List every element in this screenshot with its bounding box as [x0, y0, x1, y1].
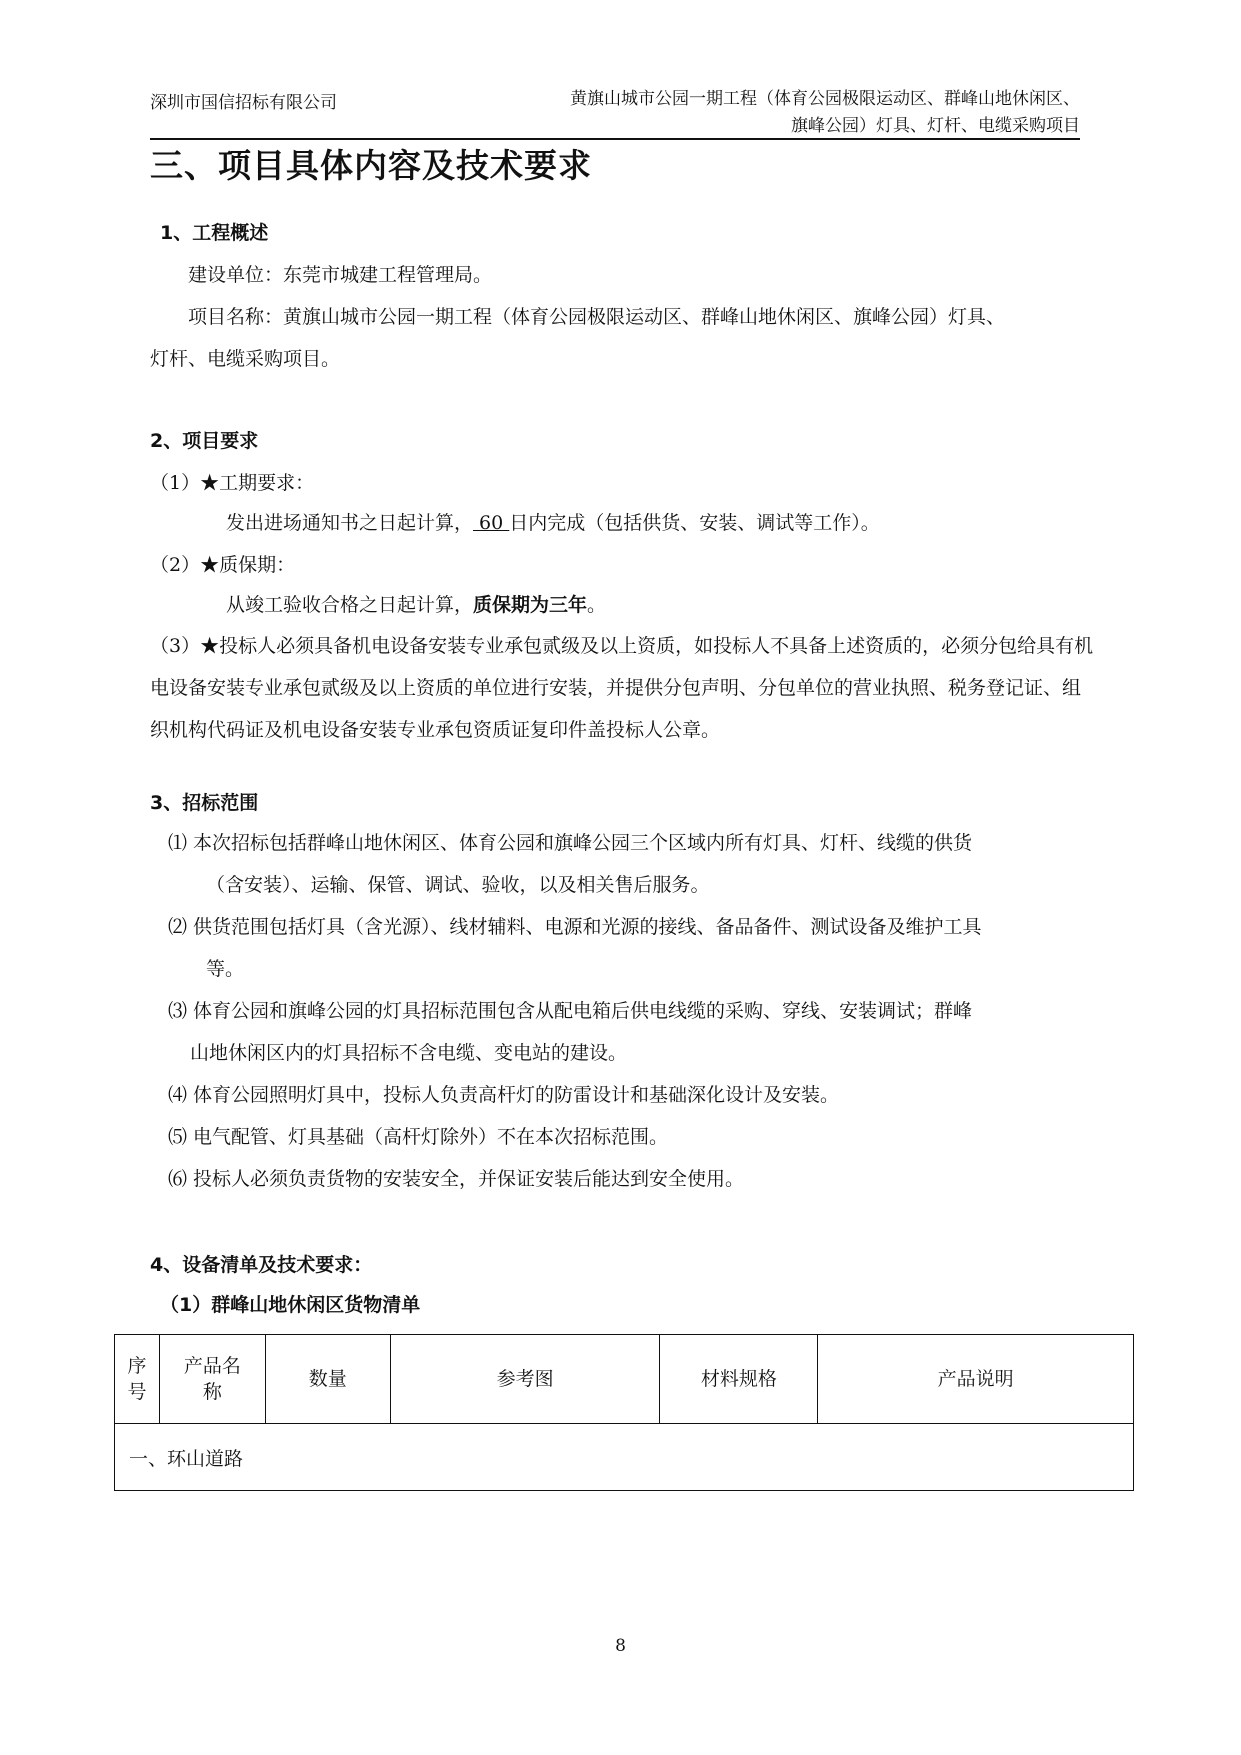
- section-2-heading: 2、项目要求: [150, 430, 259, 452]
- col-header-material-spec: 材料规格: [660, 1335, 818, 1424]
- scope-item-1a: ⑴ 本次招标包括群峰山地休闲区、体育公园和旗峰公园三个区域内所有灯具、灯杆、线缆的供货: [168, 832, 973, 854]
- table-row: [115, 1424, 1134, 1491]
- warranty-label: （2）★质保期：: [150, 554, 296, 576]
- section-4-heading: 4、设备清单及技术要求：: [150, 1254, 373, 1276]
- scope-item-4: ⑷ 体育公园照明灯具中，投标人负责高杆灯的防雷设计和基础深化设计及安装。: [168, 1084, 840, 1106]
- col-header-product-name: 产品名 称: [159, 1335, 265, 1424]
- scope-item-3a: ⑶ 体育公园和旗峰公园的灯具招标范围包含从配电箱后供电线缆的采购、穿线、安装调试；群峰: [168, 1000, 973, 1022]
- goods-list-table: [114, 1334, 1134, 1491]
- table-header-row: [115, 1335, 1134, 1424]
- duration-post: 日内完成（包括供货、安装、调试等工作）。: [509, 512, 880, 534]
- project-name-line2: 灯杆、电缆采购项目。: [150, 348, 341, 370]
- section-4-subheading: （1）群峰山地休闲区货物清单: [160, 1294, 421, 1316]
- col-header-product-description: 产品说明: [818, 1335, 1134, 1424]
- scope-item-6: ⑹ 投标人必须负责货物的安装安全，并保证安装后能达到安全使用。: [168, 1168, 745, 1190]
- section-3-heading: 3、招标范围: [150, 792, 259, 814]
- duration-pre: 发出进场通知书之日起计算，: [226, 512, 474, 534]
- warranty-text: [226, 590, 606, 617]
- project-name-line1: 项目名称：黄旗山城市公园一期工程（体育公园极限运动区、群峰山地休闲区、旗峰公园）灯具、: [188, 306, 1006, 328]
- scope-item-5: ⑸ 电气配管、灯具基础（高杆灯除外）不在本次招标范围。: [168, 1126, 669, 1148]
- scope-item-3b: 山地休闲区内的灯具招标不含电缆、变电站的建设。: [190, 1042, 628, 1064]
- warranty-post: 。: [587, 594, 607, 616]
- warranty-pre: 从竣工验收合格之日起计算，: [226, 594, 474, 616]
- owner-line: 建设单位：东莞市城建工程管理局。: [188, 264, 493, 286]
- header-project: [540, 86, 1080, 140]
- scope-item-2a: ⑵ 供货范围包括灯具（含光源）、线材辅料、电源和光源的接线、备品备件、测试设备及维护工具: [168, 916, 982, 938]
- warranty-bold: 质保期为三年: [473, 594, 588, 616]
- scope-item-2b: 等。: [206, 958, 245, 980]
- header-project-line1: 黄旗山城市公园一期工程（体育公园极限运动区、群峰山地休闲区、: [570, 89, 1080, 109]
- header-company: 深圳市国信招标有限公司: [150, 93, 337, 113]
- page-number: 8: [615, 1636, 626, 1656]
- section-1-heading: 1、工程概述: [160, 222, 269, 244]
- col-header-quantity: 数量: [265, 1335, 390, 1424]
- duration-label: （1）★工期要求：: [150, 472, 315, 494]
- qualification-paragraph: （3）★投标人必须具备机电设备安装专业承包贰级及以上资质，如投标人不具备上述资质的，必须分包给具有机电设备安装专业承包贰级及以上资质的单位进行安装，并提供分包声明、分包单位的营业执照、税务登记证、组织机构代码证及机电设备安装专业承包资质证复印件盖投标人公章。: [150, 635, 1094, 741]
- duration-days: 60: [473, 512, 510, 534]
- scope-item-1b: （含安装）、运输、保管、调试、验收，以及相关售后服务。: [206, 874, 710, 896]
- page-title: 三、项目具体内容及技术要求: [150, 146, 592, 185]
- col-header-reference-image: 参考图: [390, 1335, 660, 1424]
- header-project-line2: 旗峰公园）灯具、灯杆、电缆采购项目: [791, 116, 1080, 136]
- duration-text: [226, 508, 880, 535]
- group-row-label: 一、环山道路: [115, 1424, 1134, 1491]
- col-header-no: 序 号: [115, 1335, 160, 1424]
